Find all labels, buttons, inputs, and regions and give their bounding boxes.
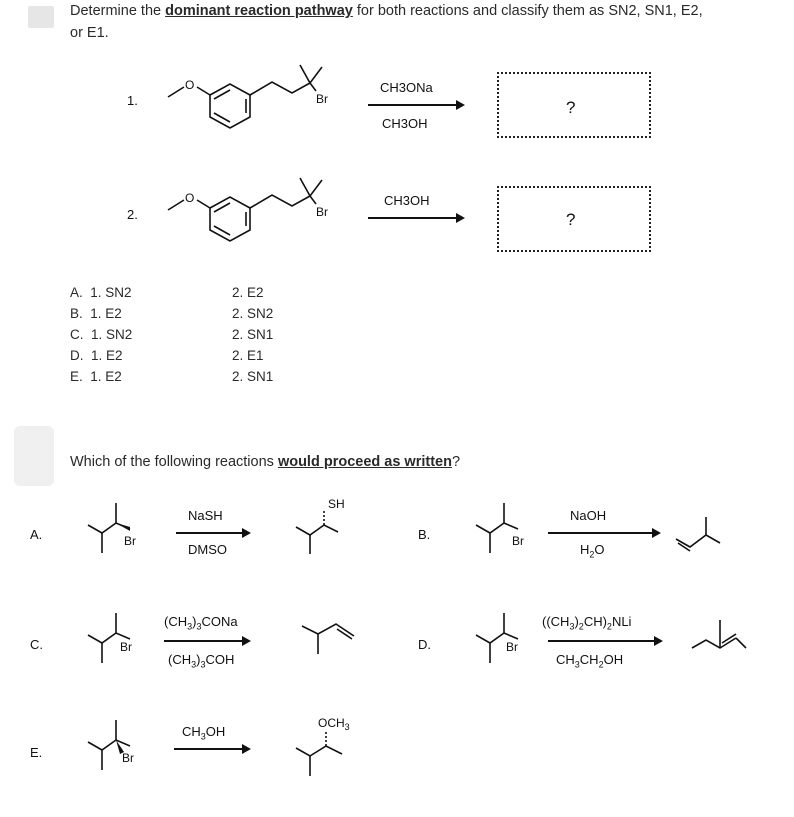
option-b-product xyxy=(670,505,750,565)
option-b-reagent-top: NaOH xyxy=(570,508,607,523)
choice-e-q1[interactable]: E. 1. E2 xyxy=(70,369,122,384)
question1-choices-left xyxy=(70,282,132,387)
choice-b-q1-r2: 2. SN2 xyxy=(232,306,274,321)
option-a-reactant xyxy=(82,495,152,565)
reaction2-product-question: ? xyxy=(566,210,576,229)
option-c-arrow xyxy=(164,640,244,642)
reaction1-reactant-structure xyxy=(150,55,350,140)
choice-b-q1[interactable]: B. 1. E2 xyxy=(70,306,122,321)
reaction1-arrowhead xyxy=(456,100,465,110)
option-c-reagent-top: $(CH_3)_3CONa$ xyxy=(164,614,238,632)
reaction2-arrowhead xyxy=(456,213,465,223)
question-number-2 xyxy=(14,426,54,486)
option-c-letter[interactable]: C. xyxy=(30,637,43,652)
option-a-leaving-group: Br xyxy=(124,534,136,548)
option-a-reagent-bottom: DMSO xyxy=(188,542,227,557)
option-d-product xyxy=(686,612,756,667)
option-e-product xyxy=(290,712,370,792)
option-c-leaving-group: Br xyxy=(120,640,132,654)
reaction2-leaving-group: Br xyxy=(316,205,328,219)
option-b-arrowhead xyxy=(652,528,661,538)
option-c-product xyxy=(296,610,366,665)
question-number-1 xyxy=(28,6,54,28)
option-e-reagent-top: $CH_3OH$ xyxy=(182,724,226,742)
reaction1-arrow xyxy=(368,104,458,106)
reaction2-reactant-structure xyxy=(150,168,350,253)
choice-a-q1-r2: 2. E2 xyxy=(232,285,264,300)
option-a-letter[interactable]: A. xyxy=(30,527,43,542)
option-e-leaving-group: Br xyxy=(122,751,134,765)
option-b-arrow xyxy=(548,532,654,534)
option-d-letter[interactable]: D. xyxy=(418,637,431,652)
option-d-arrowhead xyxy=(654,636,663,646)
option-e-letter[interactable]: E. xyxy=(30,745,43,760)
reaction2-number: 2. xyxy=(127,207,138,222)
reaction1-number: 1. xyxy=(127,93,138,108)
option-a-product xyxy=(290,492,370,572)
reaction2-arrow xyxy=(368,217,458,219)
question2-prompt: Which of the following reactions would proceed as written? xyxy=(70,454,461,470)
choice-e-q1-r2: 2. SN1 xyxy=(232,369,274,384)
option-e-arrowhead xyxy=(242,744,251,754)
option-a-arrowhead xyxy=(242,528,251,538)
option-c-reactant xyxy=(82,605,152,675)
option-e-arrow xyxy=(174,748,244,750)
choice-a-q1[interactable]: A. 1. SN2 xyxy=(70,285,132,300)
choice-d-q1[interactable]: D. 1. E2 xyxy=(70,348,123,363)
choice-c-q1-r2: 2. SN1 xyxy=(232,327,274,342)
option-d-reagent-bottom: $CH_3CH_2OH$ xyxy=(556,652,624,670)
choice-c-q1[interactable]: C. 1. SN2 xyxy=(70,327,133,342)
reaction2-reagent-top: CH3OH xyxy=(384,193,430,208)
option-b-leaving-group: Br xyxy=(512,534,524,548)
option-d-reagent-top: $((CH_3)_2CH)_2NLi$ xyxy=(542,614,632,632)
question1-prompt: Determine the dominant reaction pathway for both reactions and classify them as SN2, SN1, E2, or E1. xyxy=(70,3,703,41)
choice-d-q1-r2: 2. E1 xyxy=(232,348,264,363)
option-b-reactant xyxy=(470,495,540,565)
option-c-reagent-bottom: $(CH_3)_3COH$ xyxy=(168,652,235,670)
option-a-reagent-top: NaSH xyxy=(188,508,223,523)
option-b-reagent-bottom: $H_2O$ xyxy=(580,542,605,560)
option-d-arrow xyxy=(548,640,656,642)
reaction1-reagent-top: CH3ONa xyxy=(380,80,433,95)
reaction1-product-question: ? xyxy=(566,98,576,117)
question1-choices-right xyxy=(232,282,273,387)
option-e-product-label: $OCH_3$ xyxy=(318,716,350,732)
option-b-letter[interactable]: B. xyxy=(418,527,431,542)
option-a-arrow xyxy=(176,532,244,534)
option-a-product-label: SH xyxy=(328,497,345,511)
svg-text:O: O xyxy=(185,191,195,205)
option-c-arrowhead xyxy=(242,636,251,646)
option-d-leaving-group: Br xyxy=(506,640,518,654)
option-d-reactant xyxy=(470,605,540,675)
svg-text:O: O xyxy=(185,78,195,92)
reaction1-leaving-group: Br xyxy=(316,92,328,106)
reaction1-reagent-bottom: CH3OH xyxy=(382,116,428,131)
option-e-reactant xyxy=(82,712,152,782)
